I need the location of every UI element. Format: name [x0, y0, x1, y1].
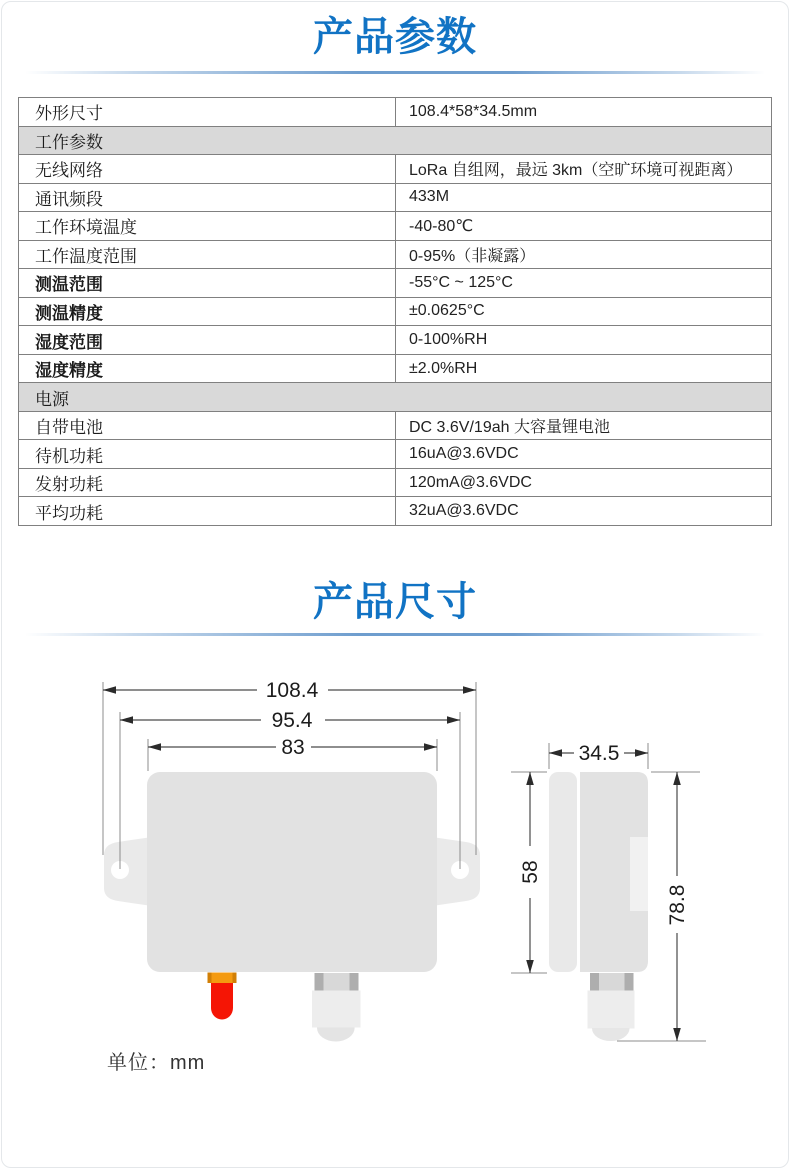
- table-row: [19, 440, 772, 469]
- spec-label: 测温精度: [19, 297, 396, 326]
- spec-value: DC 3.6V/19ah 大容量锂电池: [396, 411, 772, 440]
- spec-value: -55°C ~ 125°C: [396, 269, 772, 298]
- spec-value: 433M: [396, 183, 772, 212]
- dim-side-body-height: [511, 772, 547, 973]
- section-title-parameters: 产品参数: [313, 15, 477, 59]
- dim-side-depth: [549, 742, 648, 769]
- spec-value: 108.4*58*34.5mm: [396, 98, 772, 127]
- spec-label: 平均功耗: [19, 497, 396, 526]
- device-body-front: [147, 772, 437, 972]
- table-row: [19, 155, 772, 184]
- spec-label: 发射功耗: [19, 468, 396, 497]
- side-body-lid: [549, 772, 577, 972]
- dimension-drawing: [0, 655, 790, 1080]
- table-row: [19, 326, 772, 355]
- table-row: [19, 240, 772, 269]
- divider-line: [25, 71, 765, 74]
- table-row: [19, 354, 772, 383]
- dim-label-side-overall-height: 78.8: [666, 884, 689, 926]
- dim-label-front-body: 83: [281, 736, 305, 759]
- section-row-label: 工作参数: [19, 126, 772, 155]
- dim-label-side-depth: 34.5: [578, 742, 620, 765]
- cable-gland-front: [312, 973, 361, 1042]
- table-row: [19, 497, 772, 526]
- dim-front-body-width: [148, 736, 437, 771]
- spec-label: 工作温度范围: [19, 240, 396, 269]
- spec-value: ±0.0625°C: [396, 297, 772, 326]
- spec-value: 120mA@3.6VDC: [396, 468, 772, 497]
- section-title-dimensions: 产品尺寸: [313, 580, 477, 624]
- dim-label-front-overall: 108.4: [265, 679, 319, 702]
- side-body-notch: [630, 837, 648, 911]
- spec-label: 通讯频段: [19, 183, 396, 212]
- spec-label: 外形尺寸: [19, 98, 396, 127]
- spec-label: 无线网络: [19, 155, 396, 184]
- dim-label-front-mount: 95.4: [271, 709, 313, 732]
- section-row: [19, 126, 772, 155]
- cable-gland-side: [588, 973, 635, 1041]
- table-row: [19, 212, 772, 241]
- spec-table: [18, 97, 772, 526]
- spec-value: 0-95%（非凝露）: [396, 240, 772, 269]
- spec-label: 湿度精度: [19, 354, 396, 383]
- table-row: [19, 98, 772, 127]
- section-row: [19, 383, 772, 412]
- spec-label: 测温范围: [19, 269, 396, 298]
- table-row: [19, 468, 772, 497]
- spec-label: 工作环境温度: [19, 212, 396, 241]
- spec-value: 32uA@3.6VDC: [396, 497, 772, 526]
- table-row: [19, 269, 772, 298]
- spec-value: ±2.0%RH: [396, 354, 772, 383]
- spec-value: -40-80℃: [396, 212, 772, 241]
- unit-label: 单位：mm: [107, 1052, 206, 1074]
- spec-label: 自带电池: [19, 411, 396, 440]
- spec-value: LoRa 自组网，最远 3km（空旷环境可视距离）: [396, 155, 772, 184]
- section-row-label: 电源: [19, 383, 772, 412]
- spec-label: 湿度范围: [19, 326, 396, 355]
- table-row: [19, 297, 772, 326]
- side-view: [549, 772, 648, 1041]
- antenna-connector: [208, 973, 237, 1020]
- spec-value: 0-100%RH: [396, 326, 772, 355]
- table-row: [19, 411, 772, 440]
- spec-label: 待机功耗: [19, 440, 396, 469]
- table-row: [19, 183, 772, 212]
- front-view: [104, 772, 480, 1042]
- spec-value: 16uA@3.6VDC: [396, 440, 772, 469]
- dim-label-side-body-height: 58: [519, 860, 542, 884]
- divider-line: [25, 633, 765, 636]
